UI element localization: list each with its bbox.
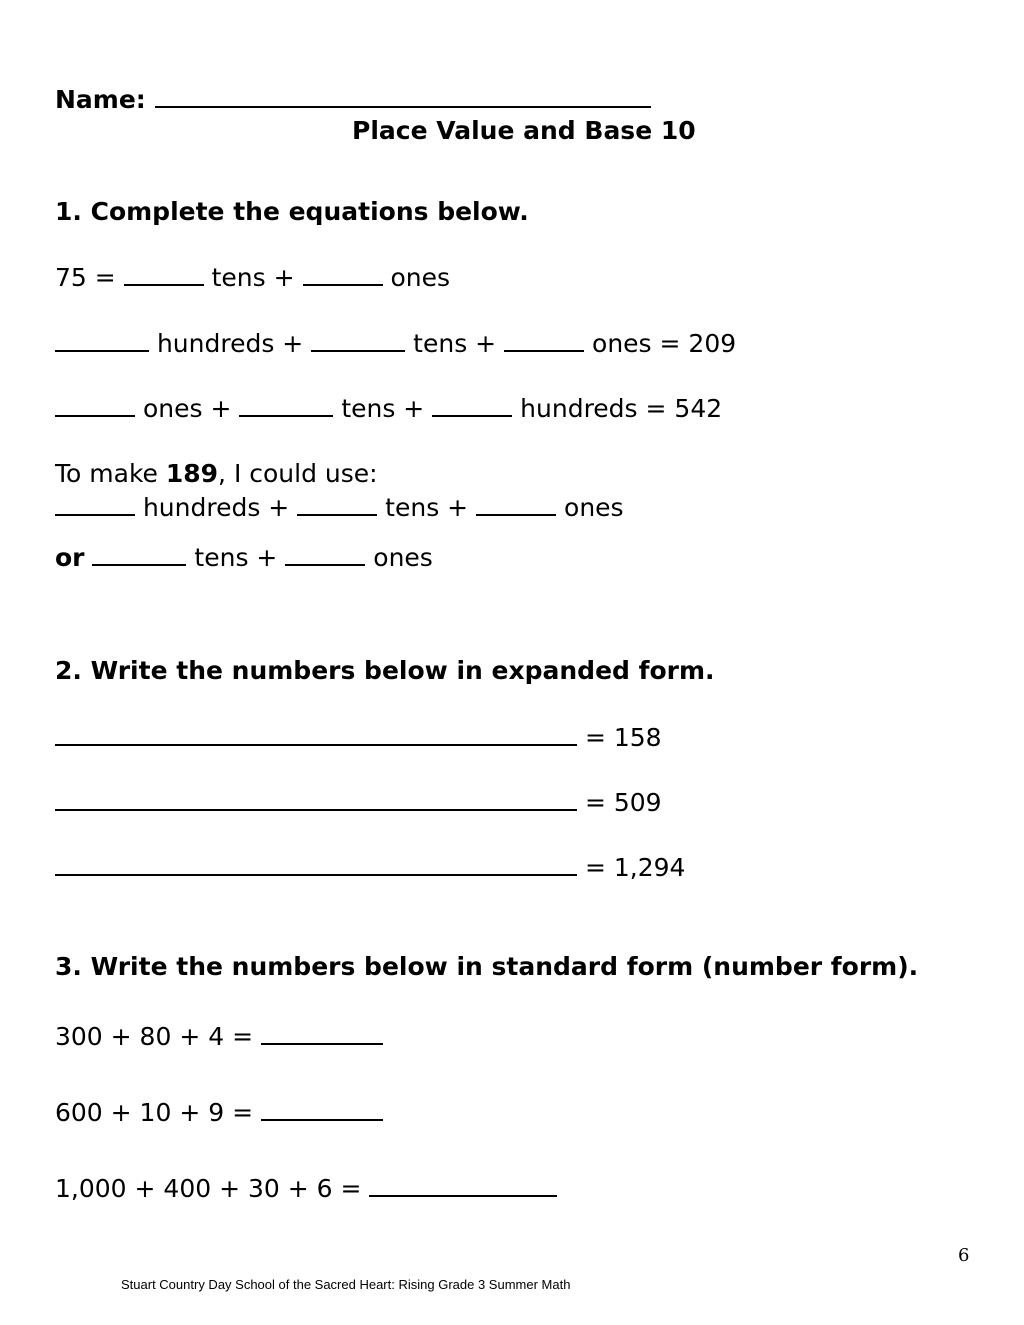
q1-eq2-ones-blank[interactable]	[504, 330, 584, 352]
name-label: Name:	[55, 85, 146, 114]
q2-item-1-blank[interactable]	[55, 724, 577, 746]
q3-item-1-blank[interactable]	[261, 1023, 383, 1045]
q1-equation-3	[55, 395, 722, 421]
q3-item-2-blank[interactable]	[261, 1099, 383, 1121]
page-title: Place Value and Base 10	[352, 116, 696, 145]
q3-item-1-expr: 300 + 80 + 4 =	[55, 1022, 254, 1051]
q1-eq3-tail: hundreds = 542	[520, 394, 723, 423]
q1-eq2-hundreds-blank[interactable]	[55, 330, 149, 352]
q1-la-tens-blank[interactable]	[297, 494, 377, 516]
name-blank[interactable]	[155, 86, 651, 108]
q1-eq3-tens-blank[interactable]	[239, 395, 333, 417]
q3-item-1	[55, 1023, 383, 1049]
q1-eq1-lead: 75 =	[55, 263, 116, 292]
q3-item-3-blank[interactable]	[369, 1175, 557, 1197]
q1-make-number: 189	[165, 459, 219, 488]
q1-la-ones-blank[interactable]	[476, 494, 556, 516]
q2-item-3-blank[interactable]	[55, 854, 577, 876]
q1-make-suffix: , I could use:	[218, 459, 378, 488]
q2-item-2	[55, 789, 662, 815]
q1-eq1-tens-blank[interactable]	[124, 264, 204, 286]
q2-item-3-value: = 1,294	[584, 853, 686, 882]
q1-la-hundreds-blank[interactable]	[55, 494, 135, 516]
q2-item-2-blank[interactable]	[55, 789, 577, 811]
q2-item-1-value: = 158	[584, 723, 662, 752]
q1-eq2-tens-label: tens +	[413, 329, 497, 358]
q1-la-tens-label: tens +	[385, 493, 469, 522]
q1-eq1-tens-label: tens +	[211, 263, 295, 292]
q2-item-1	[55, 724, 662, 750]
q1-make-line-b	[55, 544, 433, 570]
q1-eq3-hundreds-blank[interactable]	[432, 395, 512, 417]
q2-item-2-value: = 509	[584, 788, 662, 817]
q3-item-3-expr: 1,000 + 400 + 30 + 6 =	[55, 1174, 362, 1203]
q2-item-3	[55, 854, 685, 880]
q1-heading: 1. Complete the equations below.	[55, 197, 529, 226]
q1-make-prompt	[55, 461, 378, 486]
name-row	[55, 86, 651, 112]
q1-lb-or: or	[55, 543, 85, 572]
q1-eq3-ones-label: ones +	[142, 394, 232, 423]
q1-lb-ones-blank[interactable]	[285, 544, 365, 566]
q3-item-3	[55, 1175, 557, 1201]
q3-item-2-expr: 600 + 10 + 9 =	[55, 1098, 254, 1127]
q1-lb-tens-blank[interactable]	[92, 544, 186, 566]
page-number: 6	[958, 1245, 970, 1266]
q1-eq2-tail: ones = 209	[592, 329, 737, 358]
q1-la-ones-label: ones	[564, 493, 624, 522]
q3-heading: 3. Write the numbers below in standard form (number form).	[55, 952, 919, 981]
q1-lb-tens-label: tens +	[194, 543, 278, 572]
q1-eq1-ones-label: ones	[390, 263, 451, 292]
q2-heading: 2. Write the numbers below in expanded form.	[55, 656, 715, 685]
q1-la-hundreds-label: hundreds +	[142, 493, 290, 522]
q1-lb-ones-label: ones	[373, 543, 433, 572]
q1-eq3-tens-label: tens +	[341, 394, 425, 423]
q1-equation-1	[55, 264, 450, 290]
q1-equation-2	[55, 330, 736, 356]
q1-eq1-ones-blank[interactable]	[303, 264, 383, 286]
q1-eq2-tens-blank[interactable]	[311, 330, 405, 352]
q3-item-2	[55, 1099, 383, 1125]
footer-text: Stuart Country Day School of the Sacred Heart: Rising Grade 3 Summer Math	[121, 1277, 571, 1292]
q1-make-line-a	[55, 494, 624, 520]
q1-eq2-hundreds-label: hundreds +	[156, 329, 304, 358]
q1-make-prefix: To make	[55, 459, 166, 488]
q1-eq3-ones-blank[interactable]	[55, 395, 135, 417]
